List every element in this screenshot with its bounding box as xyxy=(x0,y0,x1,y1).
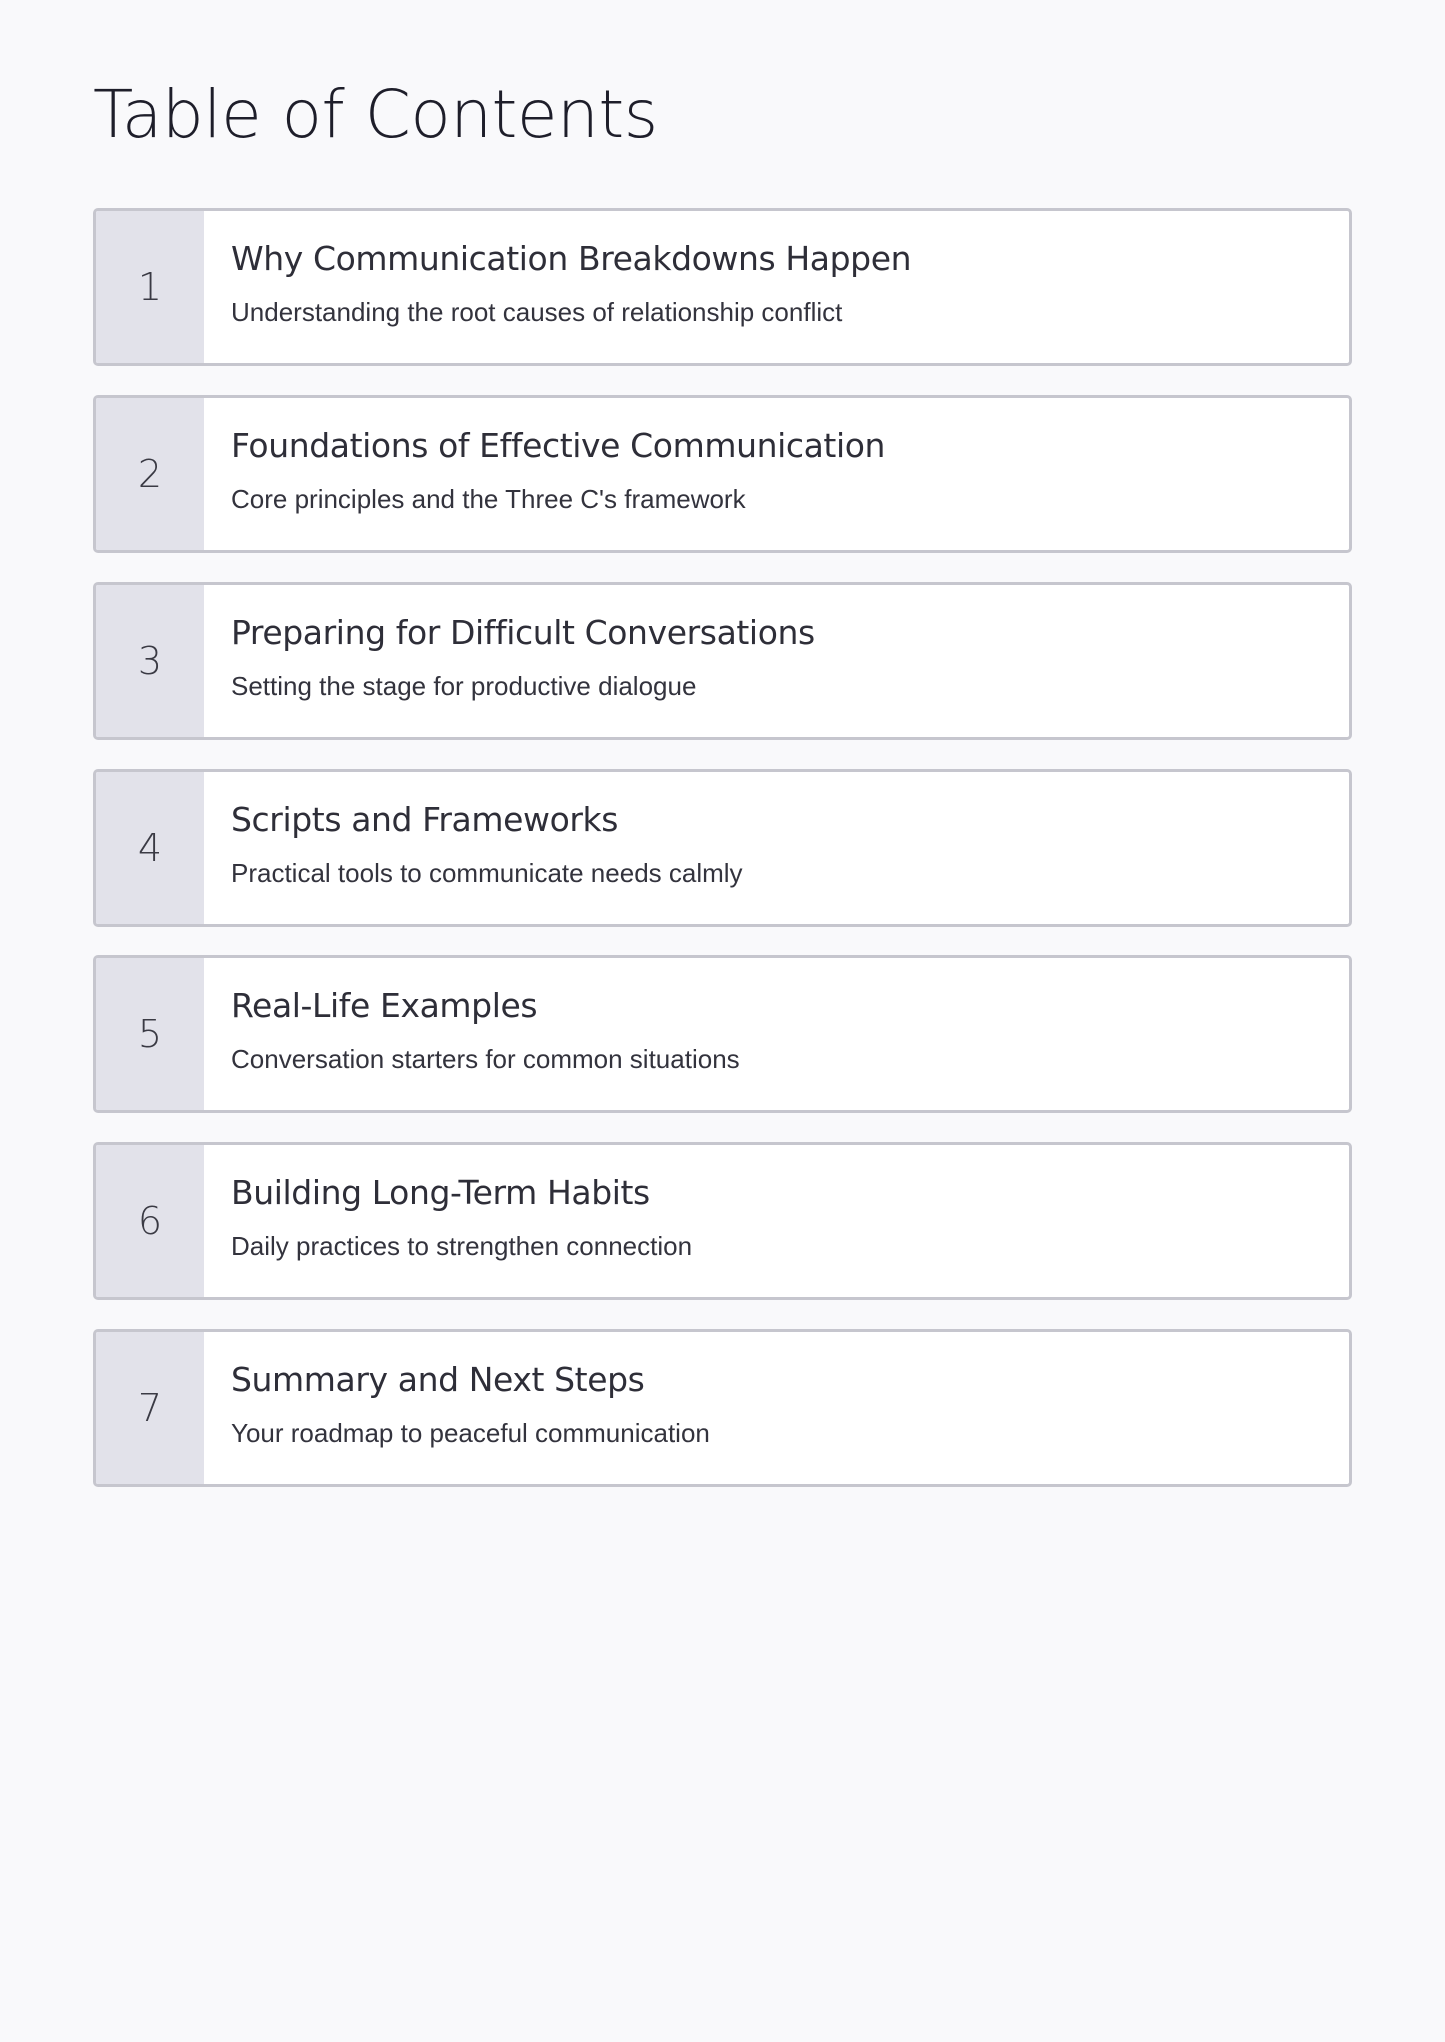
toc-entry-body xyxy=(204,772,1349,924)
toc-entry-title: Building Long-Term Habits xyxy=(231,1173,650,1212)
toc-entry-number: 1 xyxy=(96,211,204,363)
toc-entry-description: Your roadmap to peaceful communication xyxy=(231,1418,710,1448)
toc-entry-number: 6 xyxy=(96,1145,204,1297)
toc-entry-body xyxy=(204,1145,1349,1297)
toc-entry-6[interactable] xyxy=(93,1142,1352,1300)
toc-entry-7[interactable] xyxy=(93,1329,1352,1487)
toc-entry-body xyxy=(204,585,1349,737)
toc-entry-description: Core principles and the Three C's framework xyxy=(231,484,746,514)
toc-entry-description: Practical tools to communicate needs calmly xyxy=(231,858,743,888)
toc-entry-number: 5 xyxy=(96,958,204,1110)
toc-entry-body xyxy=(204,1332,1349,1484)
page-title: Table of Contents xyxy=(93,76,658,153)
toc-entry-body xyxy=(204,958,1349,1110)
toc-entry-title: Scripts and Frameworks xyxy=(231,800,619,839)
toc-page xyxy=(93,0,1352,1448)
toc-entry-description: Conversation starters for common situations xyxy=(231,1044,740,1074)
toc-entry-title: Foundations of Effective Communication xyxy=(231,426,886,465)
toc-entry-3[interactable] xyxy=(93,582,1352,740)
toc-entry-4[interactable] xyxy=(93,769,1352,927)
toc-entry-number: 2 xyxy=(96,398,204,550)
toc-entry-1[interactable] xyxy=(93,208,1352,366)
toc-entry-body xyxy=(204,398,1349,550)
toc-entry-5[interactable] xyxy=(93,955,1352,1113)
toc-entry-2[interactable] xyxy=(93,395,1352,553)
toc-entry-number: 3 xyxy=(96,585,204,737)
toc-entry-title: Summary and Next Steps xyxy=(231,1360,645,1399)
toc-entry-body xyxy=(204,211,1349,363)
toc-entry-title: Preparing for Difficult Conversations xyxy=(231,613,815,652)
toc-entry-description: Understanding the root causes of relationship conflict xyxy=(231,297,843,327)
toc-entry-title: Real-Life Examples xyxy=(231,986,538,1025)
toc-entry-number: 4 xyxy=(96,772,204,924)
toc-entry-title: Why Communication Breakdowns Happen xyxy=(231,239,912,278)
toc-entry-description: Daily practices to strengthen connection xyxy=(231,1231,693,1261)
toc-entry-description: Setting the stage for productive dialogue xyxy=(231,671,697,701)
toc-entry-number: 7 xyxy=(96,1332,204,1484)
